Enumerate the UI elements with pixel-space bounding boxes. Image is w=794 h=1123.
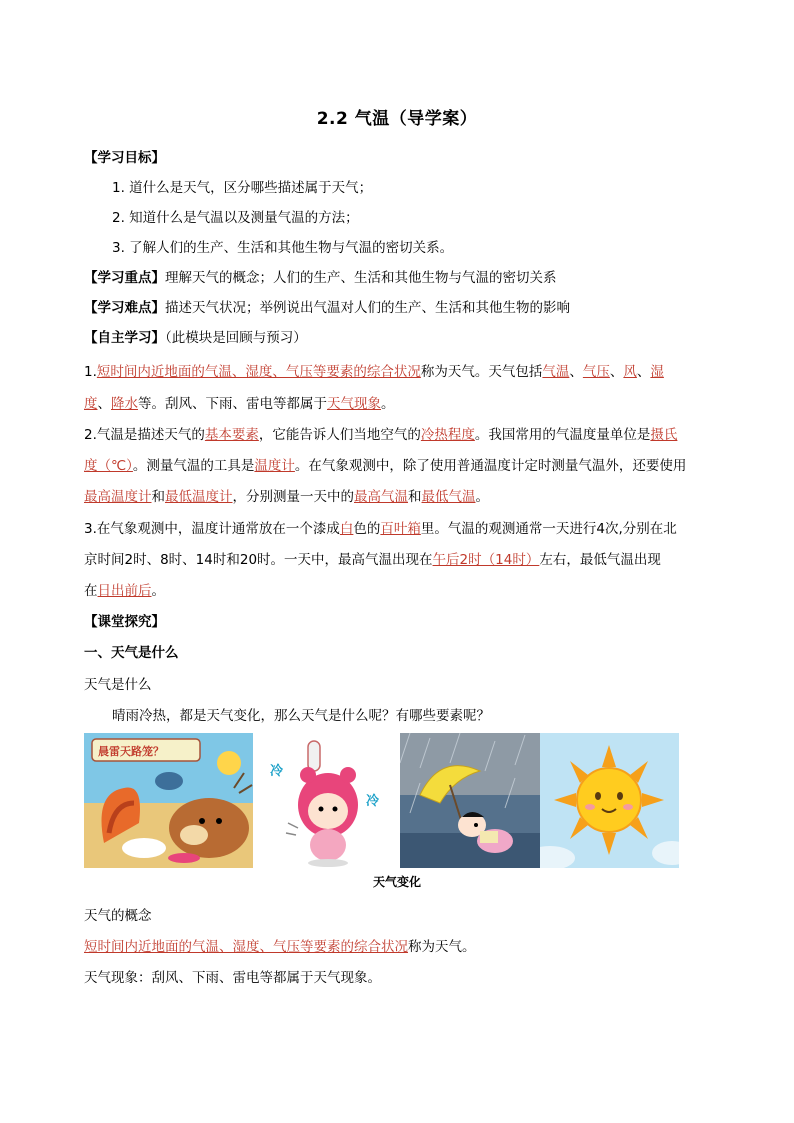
difficulty-label: 【学习难点】: [84, 300, 165, 316]
p2-answer: 最低温度计: [165, 489, 233, 505]
p1-answer: 短时间内近地面的气温、湿度、气压等要素的综合状况: [96, 364, 421, 380]
p2-line1: [84, 425, 677, 445]
p1-line2: [84, 394, 395, 414]
page-title: 2.2 气温（导学案）: [316, 109, 478, 129]
concept-tail: 称为天气。: [408, 939, 476, 955]
p3-line2: [84, 550, 661, 570]
p3-line1: [84, 519, 677, 539]
concept-answer: 短时间内近地面的气温、湿度、气压等要素的综合状况: [84, 939, 408, 955]
goal-item-3: 3. 了解人们的生产、生活和其他生物与气温的密切关系。: [112, 240, 454, 256]
p1-text: 1.: [84, 364, 97, 380]
weather-image-rain: [400, 733, 540, 868]
p1-answer: 降水: [111, 396, 138, 412]
p1-line1: [84, 362, 664, 382]
weather-image-cold: [258, 733, 396, 868]
p3-answer: 白: [339, 521, 354, 537]
p3-text: 在: [84, 583, 98, 599]
p1-text: 等。刮风、下雨、雷电等都属于: [138, 396, 327, 412]
p2-text: 。测量气温的工具是: [132, 458, 255, 474]
p3-text: 色的: [353, 521, 381, 537]
key-point-text: 理解天气的概念；人们的生产、生活和其他生物与气温的密切关系: [165, 270, 557, 286]
self-study-label: 【自主学习】: [84, 330, 165, 346]
p1-text: 称为天气。天气包括: [420, 364, 543, 380]
goals-header: 【学习目标】: [84, 150, 165, 166]
p3-text: 京时间2时、8时、14时和20时。一天中，最高气温出现在: [84, 552, 433, 568]
p3-text: 里。气温的观测通常一天进行4次,分别在北: [420, 521, 677, 537]
sun-illustration: [540, 733, 679, 868]
concept-title: 天气的概念: [84, 908, 152, 924]
goal-item-1: 1. 道什么是天气，区分哪些描述属于天气；: [112, 180, 373, 196]
p2-text: 2.气温是描述天气的: [84, 427, 205, 443]
p1-text: 。: [381, 396, 395, 412]
p2-line3: [84, 487, 489, 507]
subheading: 天气是什么: [84, 677, 152, 693]
p2-answer: 冷热程度: [420, 427, 475, 443]
p1-answer: 天气现象: [327, 396, 381, 412]
p1-text: 、: [609, 364, 624, 380]
p2-answer: 温度计: [254, 458, 295, 474]
cold-illustration: [258, 733, 396, 868]
p2-text: 。我国常用的气温度量单位是: [474, 427, 651, 443]
image-caption-text: 晨雷天路笼？: [98, 745, 164, 758]
p1-answer: 湿: [650, 364, 664, 380]
goal-item-2: 2. 知道什么是气温以及测量气温的方法；: [112, 210, 359, 226]
p2-answer: 基本要素: [204, 427, 259, 443]
question: 晴雨冷热，都是天气变化，那么天气是什么呢？有哪些要素呢？: [112, 708, 490, 724]
p1-text: 、: [97, 396, 111, 412]
cold-label-right: 冷: [366, 794, 380, 809]
section-heading: 一、天气是什么: [84, 645, 179, 661]
hot-illustration: [84, 733, 253, 868]
weather-image-hot: [84, 733, 253, 868]
p1-answer: 风: [623, 364, 637, 380]
p3-line3: [84, 581, 165, 601]
p2-text: 和: [408, 489, 422, 505]
p1-text: 、: [569, 364, 583, 380]
self-study-note: （此模块是回顾与预习）: [165, 330, 307, 346]
concept-text: [84, 937, 476, 957]
p3-text: 。: [151, 583, 165, 599]
difficulty-text: 描述天气状况；举例说出气温对人们的生产、生活和其他生物的影响: [165, 300, 570, 316]
p2-text: 。: [475, 489, 489, 505]
p2-text: 。在气象观测中，除了使用普通温度计定时测量气温外，还要使用: [294, 458, 687, 474]
rain-illustration: [400, 733, 540, 868]
phenomena-text: 天气现象：刮风、下雨、雷电等都属于天气现象。: [84, 970, 381, 986]
figure-caption: 天气变化: [372, 875, 421, 889]
weather-image-sun: [540, 733, 679, 868]
key-point-label: 【学习重点】: [84, 270, 165, 286]
p3-answer: 午后2时（14时）: [432, 552, 540, 568]
p2-text: 和: [151, 489, 165, 505]
cold-label-left: 冷: [270, 764, 284, 779]
p3-answer: 百叶箱: [380, 521, 421, 537]
p2-answer: 摄氏: [650, 427, 678, 443]
p2-text: ，分别测量一天中的: [232, 489, 354, 505]
p3-text: 3.在气象观测中，温度计通常放在一个漆成: [84, 521, 340, 537]
p3-answer: 日出前后: [97, 583, 152, 599]
p2-text: ，它能告诉人们当地空气的: [258, 427, 421, 443]
p1-answer: 度: [84, 396, 98, 412]
p1-answer: 气温: [542, 364, 570, 380]
p2-answer: 度（℃）: [84, 458, 133, 474]
p2-answer: 最高温度计: [84, 489, 152, 505]
self-study-header: [84, 328, 307, 348]
p2-answer: 最高气温: [354, 489, 408, 505]
class-header: 【课堂探究】: [84, 614, 165, 630]
p2-answer: 最低气温: [421, 489, 476, 505]
p1-text: 、: [636, 364, 651, 380]
p2-line2: [84, 456, 686, 476]
difficulty: [84, 298, 570, 318]
p3-text: 左右，最低气温出现: [539, 552, 661, 568]
p1-answer: 气压: [582, 364, 610, 380]
key-point: [84, 268, 557, 288]
